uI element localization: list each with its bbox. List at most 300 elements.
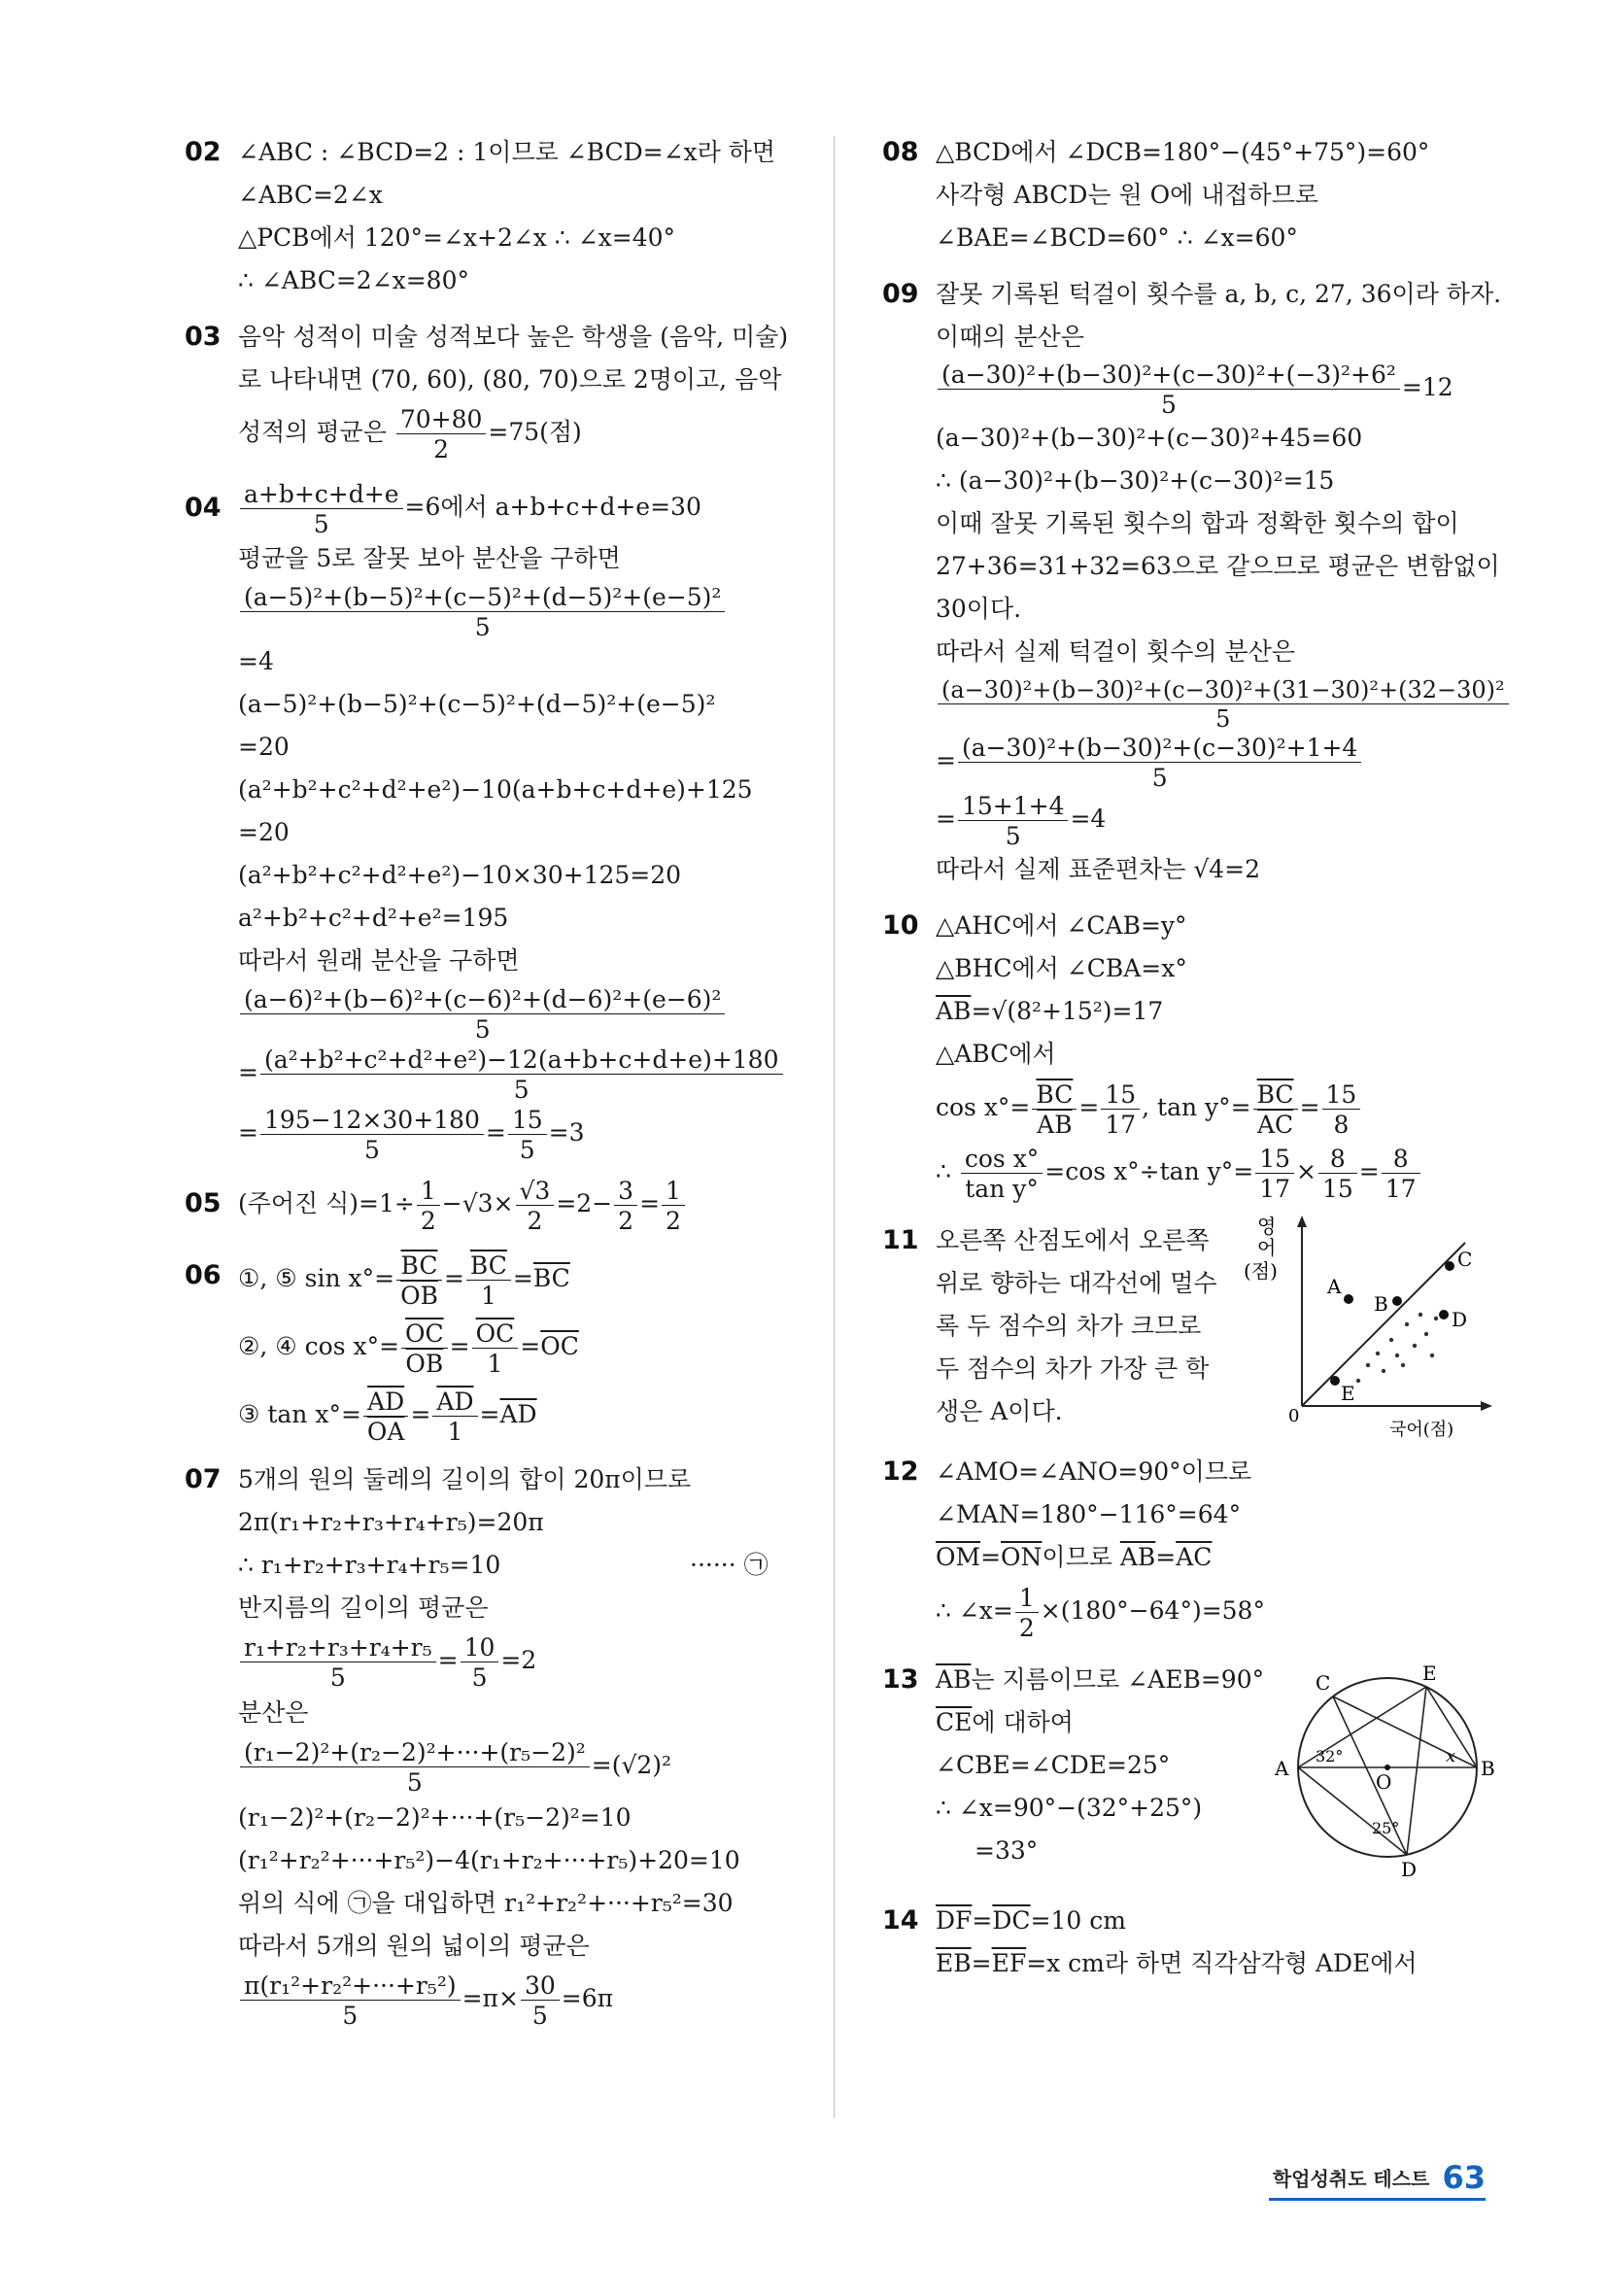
point-label-E: E xyxy=(1341,1382,1355,1405)
solution-line: ∠ABC : ∠BCD=2 : 1이므로 ∠BCD=∠x라 하면 xyxy=(238,138,776,166)
text-run: = xyxy=(1299,1093,1320,1121)
text-run: ③ tan x°= xyxy=(238,1400,361,1428)
denominator: 2 xyxy=(420,1206,436,1235)
numerator: $\overline{OC}$ xyxy=(472,1321,519,1349)
problem-number: 06 xyxy=(185,1260,222,1290)
fraction xyxy=(240,984,725,1044)
scatter-plot-figure xyxy=(1242,1210,1504,1443)
solution-line: ∴ (a−30)²+(b−30)²+(c−30)²=15 xyxy=(936,466,1335,495)
solution-line xyxy=(238,1043,806,1103)
page-number: 63 xyxy=(1442,2159,1486,2196)
segment: $\overline{DF}$ xyxy=(936,1906,973,1935)
text-run: = xyxy=(479,1400,500,1428)
numerator: (a−6)²+(b−6)²+(c−6)²+(d−6)²+(e−6)² xyxy=(240,987,725,1014)
numerator: (a−30)²+(b−30)²+(c−30)²+1+4 xyxy=(958,736,1361,763)
problem-10 xyxy=(882,905,1504,1204)
segment: $\overline{AB}$ xyxy=(1119,1543,1156,1571)
circle-geometry-figure xyxy=(1261,1659,1504,1882)
text-run: ②, ④ cos x°= xyxy=(238,1332,400,1360)
text-run: ×(180°−64°)=58° xyxy=(1040,1596,1265,1625)
solution-line: 록 두 점수의 차가 크므로 xyxy=(936,1312,1202,1340)
point-label-C: C xyxy=(1457,1248,1473,1271)
numerator: $\overline{AD}$ xyxy=(432,1389,477,1417)
segment: $\overline{BC}$ xyxy=(532,1264,570,1292)
chord-ED xyxy=(1407,1687,1426,1855)
text-run: = xyxy=(449,1332,470,1360)
data-point xyxy=(1389,1338,1393,1342)
problem-06 xyxy=(185,1245,806,1449)
denominator: 8 xyxy=(1333,1110,1350,1139)
point-label-B: B xyxy=(1374,1292,1388,1316)
segment: $\overline{OM}$ xyxy=(936,1543,981,1571)
fraction xyxy=(260,1047,783,1102)
segment: $\overline{EF}$ xyxy=(991,1949,1027,1977)
data-point xyxy=(1382,1369,1385,1373)
text-run: ∴ ∠x= xyxy=(936,1596,1013,1625)
denominator: 1 xyxy=(487,1349,503,1378)
denominator: 2 xyxy=(433,434,450,463)
solution-line: (a²+b²+c²+d²+e²)−10(a+b+c+d+e)+125 xyxy=(238,775,753,804)
denominator: 5 xyxy=(1160,390,1177,419)
fraction xyxy=(958,791,1069,850)
data-point xyxy=(1376,1352,1380,1355)
solution-line: 5개의 원의 둘레의 길이의 합이 20π이므로 xyxy=(238,1465,692,1493)
problem-05 xyxy=(185,1173,806,1235)
numerator: (a−5)²+(b−5)²+(c−5)²+(d−5)²+(e−5)² xyxy=(240,585,725,612)
point-label-O: O xyxy=(1376,1770,1392,1794)
denominator: 5 xyxy=(329,1662,346,1692)
fraction xyxy=(240,1632,436,1692)
fraction xyxy=(1382,1144,1420,1203)
fraction xyxy=(396,404,487,463)
numerator: (r₁−2)²+(r₂−2)²+···+(r₅−2)² xyxy=(240,1740,590,1767)
numerator: 3 xyxy=(614,1179,637,1206)
fraction xyxy=(417,1176,440,1235)
problem-09 xyxy=(882,273,1504,891)
text-run: = xyxy=(520,1332,541,1360)
solution-line: 따라서 원래 분산을 구하면 xyxy=(238,946,520,975)
denominator: 5 xyxy=(342,2001,359,2030)
numerator: $\overline{BC}$ xyxy=(1253,1082,1298,1110)
denominator: 5 xyxy=(406,1767,423,1797)
problem-number: 13 xyxy=(882,1664,919,1695)
solution-line: 반지름의 길이의 평균은 xyxy=(238,1593,489,1622)
point-label-A: A xyxy=(1327,1275,1342,1298)
angle-label-25: 25° xyxy=(1372,1819,1400,1837)
solution-line: (a−5)²+(b−5)²+(c−5)²+(d−5)²+(e−5)² xyxy=(238,690,716,718)
fraction xyxy=(1318,1144,1357,1203)
solution-line xyxy=(936,1536,1504,1579)
fraction xyxy=(240,582,725,641)
text-run: =2− xyxy=(556,1189,613,1217)
segment: $\overline{AC}$ xyxy=(1176,1543,1213,1571)
numerator: 10 xyxy=(461,1635,499,1662)
denominator: 5 xyxy=(471,1662,488,1692)
segment: $\overline{OC}$ xyxy=(540,1332,579,1360)
data-point-C xyxy=(1445,1261,1454,1271)
problem-number: 05 xyxy=(185,1188,222,1218)
denominator: OB xyxy=(405,1349,444,1378)
fraction xyxy=(1255,1144,1294,1203)
denominator: 17 xyxy=(1385,1174,1417,1203)
denominator: 5 xyxy=(363,1135,380,1164)
numerator: 8 xyxy=(1318,1147,1357,1174)
text-run: ∴ xyxy=(936,1157,959,1185)
solution-line xyxy=(936,359,1504,417)
problem-number: 03 xyxy=(185,322,222,352)
numerator: 1 xyxy=(662,1179,685,1206)
solution-line: 오른쪽 산점도에서 오른쪽 xyxy=(936,1226,1210,1254)
denominator: 1 xyxy=(480,1281,496,1310)
problem-number: 11 xyxy=(882,1225,919,1255)
fraction xyxy=(1015,1583,1039,1642)
denominator: 5 xyxy=(474,1014,491,1044)
text-run: = xyxy=(972,1906,993,1935)
text-run: =π× xyxy=(462,1984,519,2012)
fraction xyxy=(1322,1079,1361,1139)
text-run: = xyxy=(1078,1093,1100,1121)
text-run: =75(점) xyxy=(488,418,582,446)
denominator: 2 xyxy=(666,1206,681,1235)
numerator: 15 xyxy=(1101,1082,1140,1110)
y-axis-label: 영 xyxy=(1257,1215,1277,1238)
solution-line xyxy=(238,1968,806,2030)
numerator: 1 xyxy=(1015,1586,1039,1613)
text-run: = xyxy=(980,1543,1002,1571)
text-run: 성적의 평균은 xyxy=(238,418,387,446)
data-point xyxy=(1419,1313,1422,1317)
numerator: 15 xyxy=(508,1108,547,1135)
text-run: =6에서 a+b+c+d+e=30 xyxy=(404,493,701,521)
text-run: =10 cm xyxy=(1030,1906,1126,1935)
text-run: = xyxy=(936,746,956,774)
solution-line xyxy=(238,1313,806,1381)
fraction xyxy=(614,1176,637,1235)
problem-12 xyxy=(882,1451,1504,1643)
denominator: 2 xyxy=(1018,1613,1035,1642)
segment: $\overline{EB}$ xyxy=(936,1949,972,1977)
solution-line: △PCB에서 120°=∠x+2∠x ∴ ∠x=40° xyxy=(238,223,676,252)
denominator: 5 xyxy=(474,612,491,641)
data-point xyxy=(1434,1317,1438,1320)
solution-line: =33° xyxy=(974,1836,1039,1865)
data-point xyxy=(1395,1354,1399,1357)
solution-line: 따라서 실제 턱걸이 횟수의 분산은 xyxy=(936,637,1295,666)
solution-line: 27+36=31+32=63으로 같으므로 평균은 변함없이 xyxy=(936,552,1500,580)
data-point-E xyxy=(1330,1376,1340,1386)
solution-line xyxy=(936,1900,1504,1942)
fraction xyxy=(260,1105,484,1164)
solution-line: 이때의 분산은 xyxy=(936,323,1084,351)
text-run: =√(8²+15²)=17 xyxy=(971,997,1164,1025)
segment: $\overline{AB}$ xyxy=(936,997,972,1025)
text-run: 에 대하여 xyxy=(972,1708,1074,1736)
problem-08 xyxy=(882,131,1504,259)
text-run: × xyxy=(1296,1157,1316,1185)
solution-line: 음악 성적이 미술 성적보다 높은 학생을 (음악, 미술) xyxy=(238,323,789,351)
segment: $\overline{AB}$ xyxy=(936,1665,972,1694)
solution-line: △AHC에서 ∠CAB=y° xyxy=(936,911,1187,940)
solution-line xyxy=(936,1076,1504,1140)
solution-line: =20 xyxy=(238,818,290,846)
solution-line xyxy=(936,732,1504,790)
numerator: $\overline{OC}$ xyxy=(401,1321,448,1349)
solution-line: ∴ ∠x=90°−(32°+25°) xyxy=(936,1794,1203,1822)
fraction xyxy=(1032,1079,1077,1139)
fraction xyxy=(1101,1079,1140,1139)
denominator: 2 xyxy=(527,1206,543,1235)
problem-number: 14 xyxy=(882,1905,919,1936)
denominator: 2 xyxy=(618,1206,634,1235)
text-run: cos x°= xyxy=(936,1093,1031,1121)
solution-line: 위로 향하는 대각선에 멀수 xyxy=(936,1269,1217,1297)
solution-line: 로 나타내면 (70, 60), (80, 70)으로 2명이고, 음악 xyxy=(238,365,782,394)
text-run: =(√2)² xyxy=(591,1751,672,1779)
solution-line: 사각형 ABCD는 원 O에 내접하므로 xyxy=(936,181,1318,209)
solution-line xyxy=(238,1734,806,1797)
text-run: = xyxy=(936,805,956,833)
solution-line: a²+b²+c²+d²+e²=195 xyxy=(238,904,509,932)
numerator: (a²+b²+c²+d²+e²)−12(a+b+c+d+e)+180 xyxy=(260,1047,783,1075)
solution-line xyxy=(238,1173,806,1235)
x-axis-arrow xyxy=(1481,1401,1492,1411)
denominator: 5 xyxy=(313,509,329,538)
point-label-A: A xyxy=(1275,1757,1289,1780)
denominator: 5 xyxy=(1005,821,1021,850)
fraction xyxy=(240,1737,590,1797)
fraction xyxy=(958,733,1361,792)
solution-line: 평균을 5로 잘못 보아 분산을 구하면 xyxy=(238,544,621,572)
denominator: 5 xyxy=(519,1135,535,1164)
angle-label-x: x xyxy=(1446,1746,1456,1766)
problem-number: 09 xyxy=(882,279,919,309)
solution-line xyxy=(238,580,806,640)
fraction xyxy=(432,1389,477,1444)
numerator: $\overline{BC}$ xyxy=(396,1253,442,1281)
fraction xyxy=(1253,1079,1298,1139)
diagonal-line xyxy=(1302,1243,1468,1406)
fraction xyxy=(961,1144,1043,1203)
solution-line: 30이다. xyxy=(936,595,1022,623)
text-run: , tan y°= xyxy=(1142,1093,1251,1121)
denominator: OB xyxy=(400,1281,438,1310)
solution-line: 위의 식에 ㉠을 대입하면 r₁²+r₂²+···+r₅²=30 xyxy=(238,1889,734,1917)
fraction xyxy=(938,675,1509,733)
problem-03 xyxy=(185,316,806,463)
fraction xyxy=(466,1253,511,1308)
right-column xyxy=(882,131,1504,1985)
text-run: (주어진 식)=1÷ xyxy=(238,1189,415,1217)
text-run: = xyxy=(485,1118,506,1147)
solution-line xyxy=(936,1942,1504,1985)
solution-line: 두 점수의 차가 가장 큰 학 xyxy=(936,1354,1210,1383)
problem-number: 04 xyxy=(185,493,222,523)
text-run: = xyxy=(1358,1157,1380,1185)
segment: $\overline{DC}$ xyxy=(992,1906,1031,1935)
denominator: 5 xyxy=(1151,763,1168,792)
problem-number: 08 xyxy=(882,137,919,167)
fraction xyxy=(662,1176,685,1235)
text-run: −√3× xyxy=(441,1189,514,1217)
solution-line: 생은 A이다. xyxy=(936,1397,1063,1425)
solution-line xyxy=(936,673,1504,732)
numerator: (a−30)²+(b−30)²+(c−30)²+(31−30)²+(32−30)² xyxy=(938,678,1509,704)
fraction xyxy=(240,479,403,538)
numerator: $\overline{BC}$ xyxy=(1032,1082,1077,1110)
footer-rule xyxy=(1269,2198,1486,2201)
solution-line: ∠ABC=2∠x xyxy=(238,181,383,209)
footer-label: 학업성취도 테스트 xyxy=(1272,2167,1430,2191)
point-label-C: C xyxy=(1316,1671,1331,1695)
point-label-D: D xyxy=(1452,1308,1468,1331)
solution-line: 따라서 실제 표준편차는 √4=2 xyxy=(936,855,1261,883)
fraction xyxy=(508,1105,547,1164)
text-run: 이므로 xyxy=(1042,1543,1120,1571)
column-divider xyxy=(834,136,835,2118)
text-run: =x cm라 하면 직각삼각형 ADE에서 xyxy=(1026,1949,1418,1977)
text-run: =6π xyxy=(561,1984,614,2012)
solution-line xyxy=(238,1544,806,1587)
text-run: = xyxy=(437,1646,459,1674)
page-footer xyxy=(1273,2159,1486,2196)
text-run: =4 xyxy=(1070,805,1107,833)
solution-line: ∠BAE=∠BCD=60° ∴ ∠x=60° xyxy=(936,223,1298,252)
problem-04 xyxy=(185,477,806,1163)
data-point xyxy=(1366,1363,1370,1367)
y-axis-arrow xyxy=(1297,1216,1307,1227)
solution-line xyxy=(238,1245,806,1313)
solution-line: =4 xyxy=(238,647,274,675)
solution-line: (a−30)²+(b−30)²+(c−30)²+45=60 xyxy=(936,424,1363,452)
denominator: AC xyxy=(1256,1110,1294,1139)
data-point xyxy=(1356,1379,1360,1383)
fraction xyxy=(396,1253,442,1308)
numerator: 15 xyxy=(1322,1082,1361,1110)
denominator: 5 xyxy=(531,2001,548,2030)
solution-line: 2π(r₁+r₂+r₃+r₄+r₅)=20π xyxy=(238,1508,544,1536)
solution-line: △ABC에서 xyxy=(936,1040,1056,1068)
solution-line xyxy=(238,401,806,463)
solution-line: ∠MAN=180°−116°=64° xyxy=(936,1500,1242,1528)
problem-number: 02 xyxy=(185,137,222,167)
text-run: = xyxy=(410,1400,431,1428)
solution-line xyxy=(238,477,806,537)
y-axis-label: (점) xyxy=(1244,1259,1278,1283)
numerator: 195−12×30+180 xyxy=(260,1108,484,1135)
problem-07 xyxy=(185,1458,806,2030)
text-run: = xyxy=(639,1189,661,1217)
solution-line xyxy=(936,790,1504,848)
numerator: $\overline{AD}$ xyxy=(363,1389,409,1417)
text-run: 는 지름이므로 ∠AEB=90° xyxy=(971,1665,1265,1694)
data-point xyxy=(1413,1344,1417,1348)
data-point xyxy=(1405,1322,1409,1326)
solution-line: ∠CBE=∠CDE=25° xyxy=(936,1751,1171,1779)
segment: $\overline{ON}$ xyxy=(1001,1543,1043,1571)
text-run: =cos x°÷tan y°= xyxy=(1044,1157,1254,1185)
data-point-B xyxy=(1392,1296,1402,1306)
problem-number: 10 xyxy=(882,910,919,941)
denominator: 5 xyxy=(513,1075,530,1104)
y-axis-label: 어 xyxy=(1257,1236,1277,1259)
numerator: $\overline{BC}$ xyxy=(466,1253,511,1281)
fraction xyxy=(461,1632,499,1692)
numerator: cos x° xyxy=(961,1147,1043,1174)
problem-02 xyxy=(185,131,806,302)
fraction xyxy=(363,1389,409,1444)
text-run: = xyxy=(238,1058,258,1086)
solution-line: 분산은 xyxy=(238,1698,309,1727)
text-run: =2 xyxy=(500,1646,537,1674)
point-label-D: D xyxy=(1401,1858,1418,1881)
data-point-D xyxy=(1439,1310,1449,1319)
text-run: =3 xyxy=(548,1118,585,1147)
fraction xyxy=(938,362,1400,417)
problem-11 xyxy=(882,1215,1504,1440)
text-run: = xyxy=(971,1949,992,1977)
fraction xyxy=(240,1970,461,2030)
solution-line xyxy=(238,1103,806,1163)
denominator: 1 xyxy=(447,1417,463,1446)
angle-label-32: 32° xyxy=(1316,1747,1344,1765)
fraction xyxy=(521,1970,560,2030)
point-label-E: E xyxy=(1422,1662,1437,1685)
denominator: OA xyxy=(366,1417,405,1446)
denominator: 15 xyxy=(1321,1174,1353,1203)
denominator: 5 xyxy=(1215,704,1231,733)
numerator: 1 xyxy=(417,1179,440,1206)
equation-tag: ······ ㉠ xyxy=(690,1551,769,1579)
solution-line: 잘못 기록된 턱걸이 횟수를 a, b, c, 27, 36이라 하자. xyxy=(936,280,1502,308)
problem-number: 12 xyxy=(882,1456,919,1487)
solution-line xyxy=(238,1629,806,1692)
denominator: AB xyxy=(1037,1110,1073,1139)
segment: $\overline{AD}$ xyxy=(499,1400,537,1428)
arc: $\overline{CE}$ xyxy=(936,1708,973,1736)
problem-13 xyxy=(882,1659,1504,1882)
solution-line: (r₁²+r₂²+···+r₅²)−4(r₁+r₂+···+r₅)+20=10 xyxy=(238,1846,740,1874)
numerator: r₁+r₂+r₃+r₄+r₅ xyxy=(240,1635,436,1662)
data-point xyxy=(1430,1354,1434,1357)
numerator: (a−30)²+(b−30)²+(c−30)²+(−3)²+6² xyxy=(938,362,1400,390)
solution-line: ∴ ∠ABC=2∠x=80° xyxy=(238,266,469,294)
data-point xyxy=(1424,1332,1428,1336)
data-point-A xyxy=(1344,1294,1353,1304)
numerator: a+b+c+d+e xyxy=(240,482,403,509)
text-run: ∴ r₁+r₂+r₃+r₄+r₅=10 xyxy=(238,1551,501,1579)
numerator: 15+1+4 xyxy=(958,794,1069,821)
numerator: 30 xyxy=(521,1973,560,2001)
denominator: tan y° xyxy=(965,1174,1039,1203)
text-run: ①, ⑤ sin x°= xyxy=(238,1264,395,1292)
problem-number: 07 xyxy=(185,1464,222,1494)
solution-line: 이때 잘못 기록된 횟수의 합과 정확한 횟수의 합이 xyxy=(936,509,1459,537)
solution-line xyxy=(936,1579,1504,1643)
solution-line xyxy=(238,1381,806,1449)
data-point xyxy=(1401,1363,1405,1367)
solution-line: 따라서 5개의 원의 넓이의 평균은 xyxy=(238,1932,590,1960)
solution-line xyxy=(238,982,806,1043)
point-label-B: B xyxy=(1481,1757,1495,1780)
text-run: = xyxy=(238,1118,258,1147)
solution-line xyxy=(936,990,1504,1033)
solution-line: △BHC에서 ∠CBA=x° xyxy=(936,954,1187,982)
solution-line: △BCD에서 ∠DCB=180°−(45°+75°)=60° xyxy=(936,138,1430,166)
text-run: = xyxy=(1155,1543,1177,1571)
left-column xyxy=(185,131,806,2030)
text-run: = xyxy=(512,1264,533,1292)
numerator: π(r₁²+r₂²+···+r₅²) xyxy=(240,1973,461,2001)
